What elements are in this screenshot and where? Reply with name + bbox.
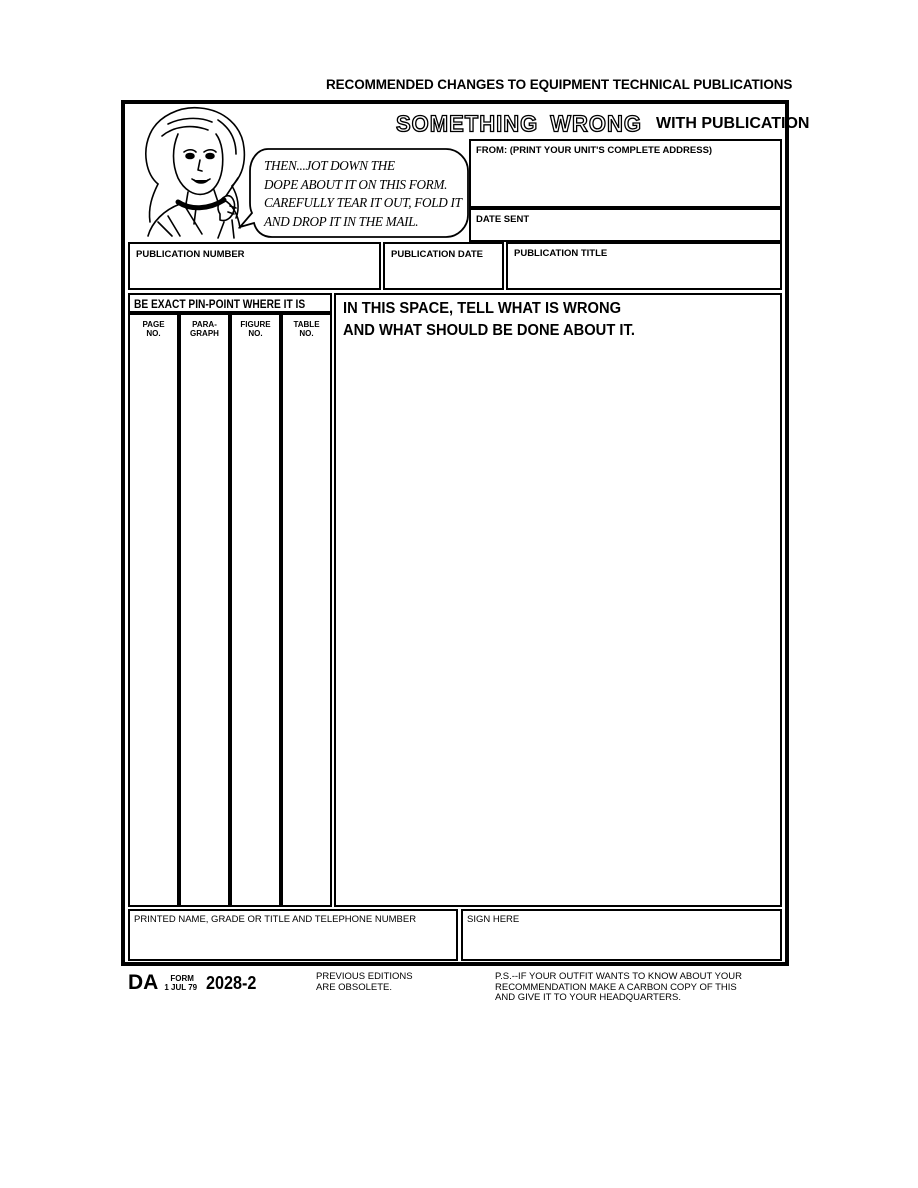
from-label: FROM: (PRINT YOUR UNIT'S COMPLETE ADDRESS) <box>476 145 713 156</box>
form-date: 1 JUL 79 <box>164 983 198 992</box>
table-no-header <box>283 320 330 338</box>
speech-line: DOPE ABOUT IT ON THIS FORM. <box>264 176 448 192</box>
speech-line: AND DROP IT IN THE MAIL. <box>264 213 419 229</box>
column-header-line: PAGE <box>142 320 165 329</box>
page-no-column[interactable] <box>128 313 179 907</box>
title-word-something: SOMETHING <box>396 110 539 137</box>
note-line: RECOMMENDATION MAKE A CARBON COPY OF THIS <box>495 981 737 993</box>
form-number: 2028-2 <box>206 973 257 993</box>
form-label: FORM <box>170 974 194 983</box>
publication-title-field[interactable] <box>506 242 782 290</box>
column-header-line: GRAPH <box>190 329 219 338</box>
instruction-line: IN THIS SPACE, TELL WHAT IS WRONG <box>343 300 622 317</box>
form-identifier <box>128 972 262 994</box>
title-word-wrong: WRONG <box>550 110 642 137</box>
speech-line: CAREFULLY TEAR IT OUT, FOLD IT <box>264 195 462 210</box>
speech-line: THEN...JOT DOWN THE <box>264 158 395 173</box>
column-header-line: TABLE <box>293 320 320 329</box>
publication-date-label: PUBLICATION DATE <box>391 249 484 260</box>
publication-number-field[interactable] <box>128 242 381 290</box>
form-heading: RECOMMENDED CHANGES TO EQUIPMENT TECHNICAL PUBLICATIONS <box>326 77 793 92</box>
previous-editions-note <box>316 972 413 993</box>
publication-title-label: PUBLICATION TITLE <box>514 248 608 259</box>
note-line: P.S.--IF YOUR OUTFIT WANTS TO KNOW ABOUT YOUR <box>495 971 743 982</box>
sign-here-label: SIGN HERE <box>467 914 520 925</box>
figure-no-column[interactable] <box>230 313 281 907</box>
title-rest: WITH PUBLICATION <box>656 115 810 132</box>
ps-note <box>495 972 742 1004</box>
paragraph-header <box>181 320 228 338</box>
column-header-line: NO. <box>299 329 314 338</box>
column-header-line: FIGURE <box>240 320 271 329</box>
column-header-line: NO. <box>146 329 161 338</box>
da-label: DA <box>128 971 159 994</box>
form-title <box>396 111 809 137</box>
printed-name-label: PRINTED NAME, GRADE OR TITLE AND TELEPHONE NUMBER <box>134 914 417 925</box>
date-sent-field[interactable] <box>469 208 782 242</box>
description-instructions <box>343 298 635 342</box>
signature-field[interactable] <box>461 909 782 961</box>
table-no-column[interactable] <box>281 313 332 907</box>
printed-name-field[interactable] <box>128 909 458 961</box>
from-address-field[interactable] <box>469 139 782 208</box>
form-date-block <box>164 974 197 992</box>
figure-no-header <box>232 320 279 338</box>
note-line: ARE OBSOLETE. <box>316 981 393 993</box>
publication-date-field[interactable] <box>383 242 504 290</box>
date-sent-label: DATE SENT <box>476 214 530 225</box>
speech-bubble-text <box>264 157 462 231</box>
page-no-header <box>130 320 177 338</box>
instruction-line: AND WHAT SHOULD BE DONE ABOUT IT. <box>343 322 635 339</box>
column-header-line: PARA- <box>192 320 217 329</box>
column-header-line: NO. <box>248 329 263 338</box>
pinpoint-header-label: BE EXACT PIN-POINT WHERE IT IS <box>134 297 306 311</box>
paragraph-column[interactable] <box>179 313 230 907</box>
pinpoint-header <box>128 293 332 313</box>
description-area[interactable] <box>334 293 782 907</box>
publication-number-label: PUBLICATION NUMBER <box>136 249 245 260</box>
note-line: PREVIOUS EDITIONS <box>316 971 413 982</box>
note-line: AND GIVE IT TO YOUR HEADQUARTERS. <box>495 992 681 1003</box>
